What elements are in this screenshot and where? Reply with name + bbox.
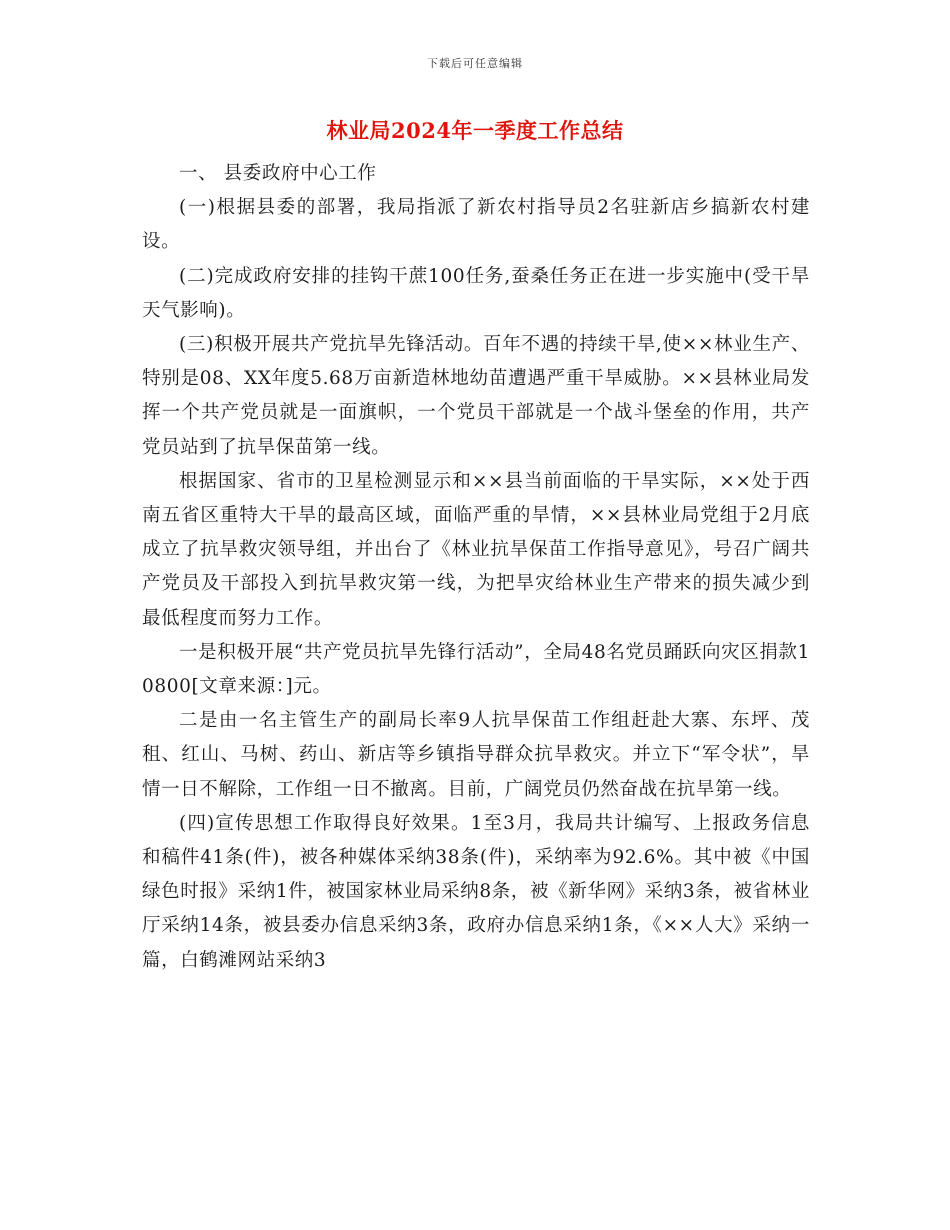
section-heading: 一、 县委政府中心工作 xyxy=(179,163,377,184)
paragraph: (四)宣传思想工作取得良好效果。1至3月，我局共计编写、上报政务信息和稿件41条(件)，被各种媒体采纳38条(件)，采纳率为92.6%。其中被《中国绿色时报》采纳1件，被国家林业局采纳8条，被《新华网》采纳3条，被省林业厅采纳14条，被县委办信息采纳3条，政府办信息采纳1条，《××人大》采纳一篇，白鹤滩网站采纳3 xyxy=(142,812,810,971)
document-title: 林业局2024年一季度工作总结 xyxy=(326,118,624,143)
document-body xyxy=(142,157,810,978)
page-header-note: 下载后可任意编辑 xyxy=(427,57,523,70)
paragraph: (一)根据县委的部署，我局指派了新农村指导员2名驻新店乡搞新农村建设。 xyxy=(142,197,810,253)
paragraph: 根据国家、省市的卫星检测显示和××县当前面临的干旱实际，××处于西南五省区重特大干旱的最高区域，面临严重的旱情，××县林业局党组于2月底成立了抗旱救灾领导组，并出台了《林业抗旱保苗工作指导意见》，号召广阔共产党员及干部投入到抗旱救灾第一线，为把旱灾给林业生产带来的损失减少到最低程度而努力工作。 xyxy=(142,470,810,629)
paragraph: (三)积极开展共产党抗旱先锋活动。百年不遇的持续干旱,使××林业生产、特别是08、XX年度5.68万亩新造林地幼苗遭遇严重干旱威胁。××县林业局发挥一个共产党员就是一面旗帜，一个党员干部就是一个战斗堡垒的作用，共产党员站到了抗旱保苗第一线。 xyxy=(142,334,810,458)
paragraph: (二)完成政府安排的挂钩干蔗100任务,蚕桑任务正在进一步实施中(受干旱天气影响)。 xyxy=(142,265,810,321)
paragraph: 二是由一名主管生产的副局长率9人抗旱保苗工作组赶赴大寨、东坪、茂租、红山、马树、药山、新店等乡镇指导群众抗旱救灾。并立下“军令状”，旱情一日不解除，工作组一日不撤离。目前，广阔党员仍然奋战在抗旱第一线。 xyxy=(142,710,810,800)
paragraph: 一是积极开展“共产党员抗旱先锋行活动”，全局48名党员踊跃向灾区捐款10800[文章来源：]元。 xyxy=(142,641,810,698)
